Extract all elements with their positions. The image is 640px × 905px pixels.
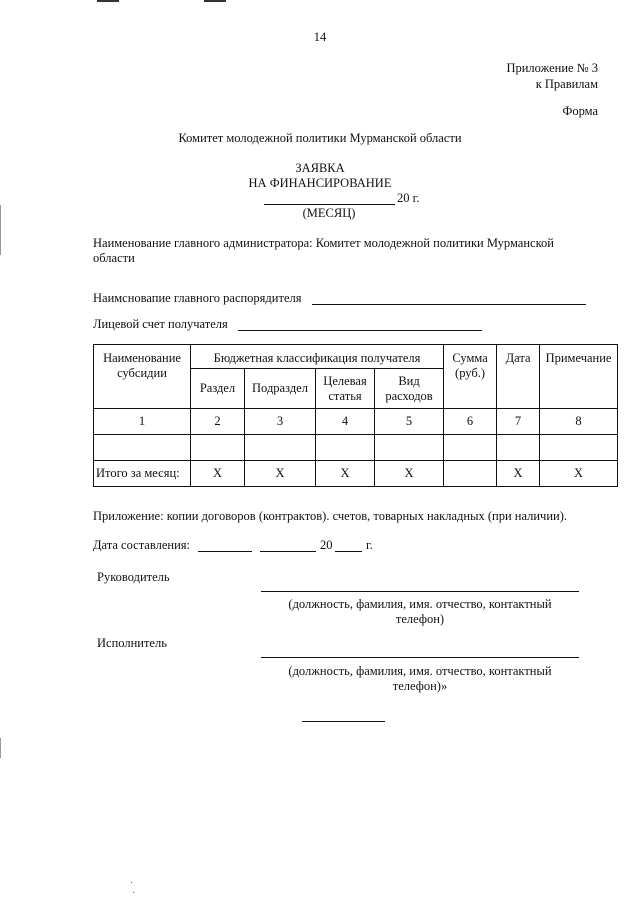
executor-label: Исполнитель	[97, 636, 167, 650]
scan-edge-lower	[0, 738, 1, 758]
manager-field[interactable]	[312, 304, 586, 305]
date-month-field[interactable]	[260, 551, 316, 552]
table-cell[interactable]	[191, 435, 245, 461]
col-number: 2	[191, 409, 245, 435]
executor-signature-line[interactable]	[261, 657, 579, 658]
x-mark: X	[540, 461, 618, 487]
date-year: 20	[320, 538, 333, 552]
table-cell[interactable]	[245, 435, 316, 461]
x-mark: X	[375, 461, 444, 487]
header-note: Примечание	[540, 345, 618, 409]
page-number: 14	[313, 30, 327, 44]
col-number: 4	[316, 409, 375, 435]
col-number: 6	[444, 409, 497, 435]
header-date: Дата	[497, 345, 540, 409]
col-number: 7	[497, 409, 540, 435]
table-cell[interactable]	[94, 435, 191, 461]
x-mark: X	[497, 461, 540, 487]
head-signature-line[interactable]	[261, 591, 579, 592]
table-cell[interactable]	[316, 435, 375, 461]
account-field[interactable]	[238, 330, 482, 331]
financing-table	[93, 344, 618, 487]
table-row	[94, 435, 618, 461]
closing-separator	[302, 721, 385, 722]
month-label: (МЕСЯЦ)	[302, 206, 356, 220]
col-number: 5	[375, 409, 444, 435]
scan-mark-left	[97, 0, 119, 2]
header-section: Раздел	[191, 369, 245, 409]
date-suffix: г.	[366, 538, 373, 552]
doc-title: ЗАЯВКА	[295, 161, 345, 175]
table-cell[interactable]	[540, 435, 618, 461]
executor-caption-1: (должность, фамилия, имя. отчество, контактный	[288, 664, 552, 678]
table-cell[interactable]	[375, 435, 444, 461]
header-sum: Сумма (руб.)	[444, 345, 497, 409]
x-mark: X	[245, 461, 316, 487]
date-label: Дата составления:	[93, 538, 190, 552]
head-label: Руководитель	[97, 570, 170, 584]
scan-edge	[0, 205, 1, 255]
org-title: Комитет молодежной политики Мурманской области	[178, 131, 462, 145]
x-mark: X	[316, 461, 375, 487]
col-number: 8	[540, 409, 618, 435]
total-sum-cell[interactable]	[444, 461, 497, 487]
date-day-field[interactable]	[198, 551, 252, 552]
header-target: Целевая статья	[316, 369, 375, 409]
total-row	[94, 461, 618, 487]
form-label: Форма	[562, 104, 598, 118]
month-blank-line	[264, 204, 395, 205]
header-expense-type: Вид расходов	[375, 369, 444, 409]
appendix-line-1: Приложение № 3	[506, 61, 598, 75]
total-label: Итого за месяц:	[94, 461, 191, 487]
account-label: Лицевой счет получателя	[93, 317, 228, 331]
table-cell[interactable]	[497, 435, 540, 461]
doc-subtitle: НА ФИНАНСИРОВАНИЕ	[248, 176, 392, 190]
head-caption-2: телефон)	[395, 612, 445, 626]
x-mark: X	[191, 461, 245, 487]
column-numbers-row	[94, 409, 618, 435]
date-year-field[interactable]	[335, 551, 362, 552]
year-suffix: 20 г.	[397, 191, 420, 205]
col-number: 3	[245, 409, 316, 435]
header-subsection: Подраздел	[245, 369, 316, 409]
scan-dots: ·	[132, 888, 136, 899]
header-subsidy-name: Наименование субсидии	[94, 345, 191, 409]
scan-dots: ·	[130, 878, 134, 889]
scan-mark-right	[204, 0, 226, 2]
table-cell[interactable]	[444, 435, 497, 461]
manager-label: Наимсновапие главного распорядителя	[93, 291, 302, 305]
attachment-note: Приложение: копии договоров (контрактов). счетов, товарных накладных (при наличии).	[93, 509, 568, 523]
executor-caption-2: телефон)»	[392, 679, 448, 693]
admin-line-1: Наименование главного администратора: Комитет молодежной политики Мурманской	[93, 236, 554, 250]
admin-line-2: области	[93, 251, 135, 265]
header-budget-classification: Бюджетная классификация получателя	[191, 345, 444, 369]
head-caption-1: (должность, фамилия, имя. отчество, контактный	[288, 597, 552, 611]
appendix-line-2: к Правилам	[535, 77, 598, 91]
col-number: 1	[94, 409, 191, 435]
